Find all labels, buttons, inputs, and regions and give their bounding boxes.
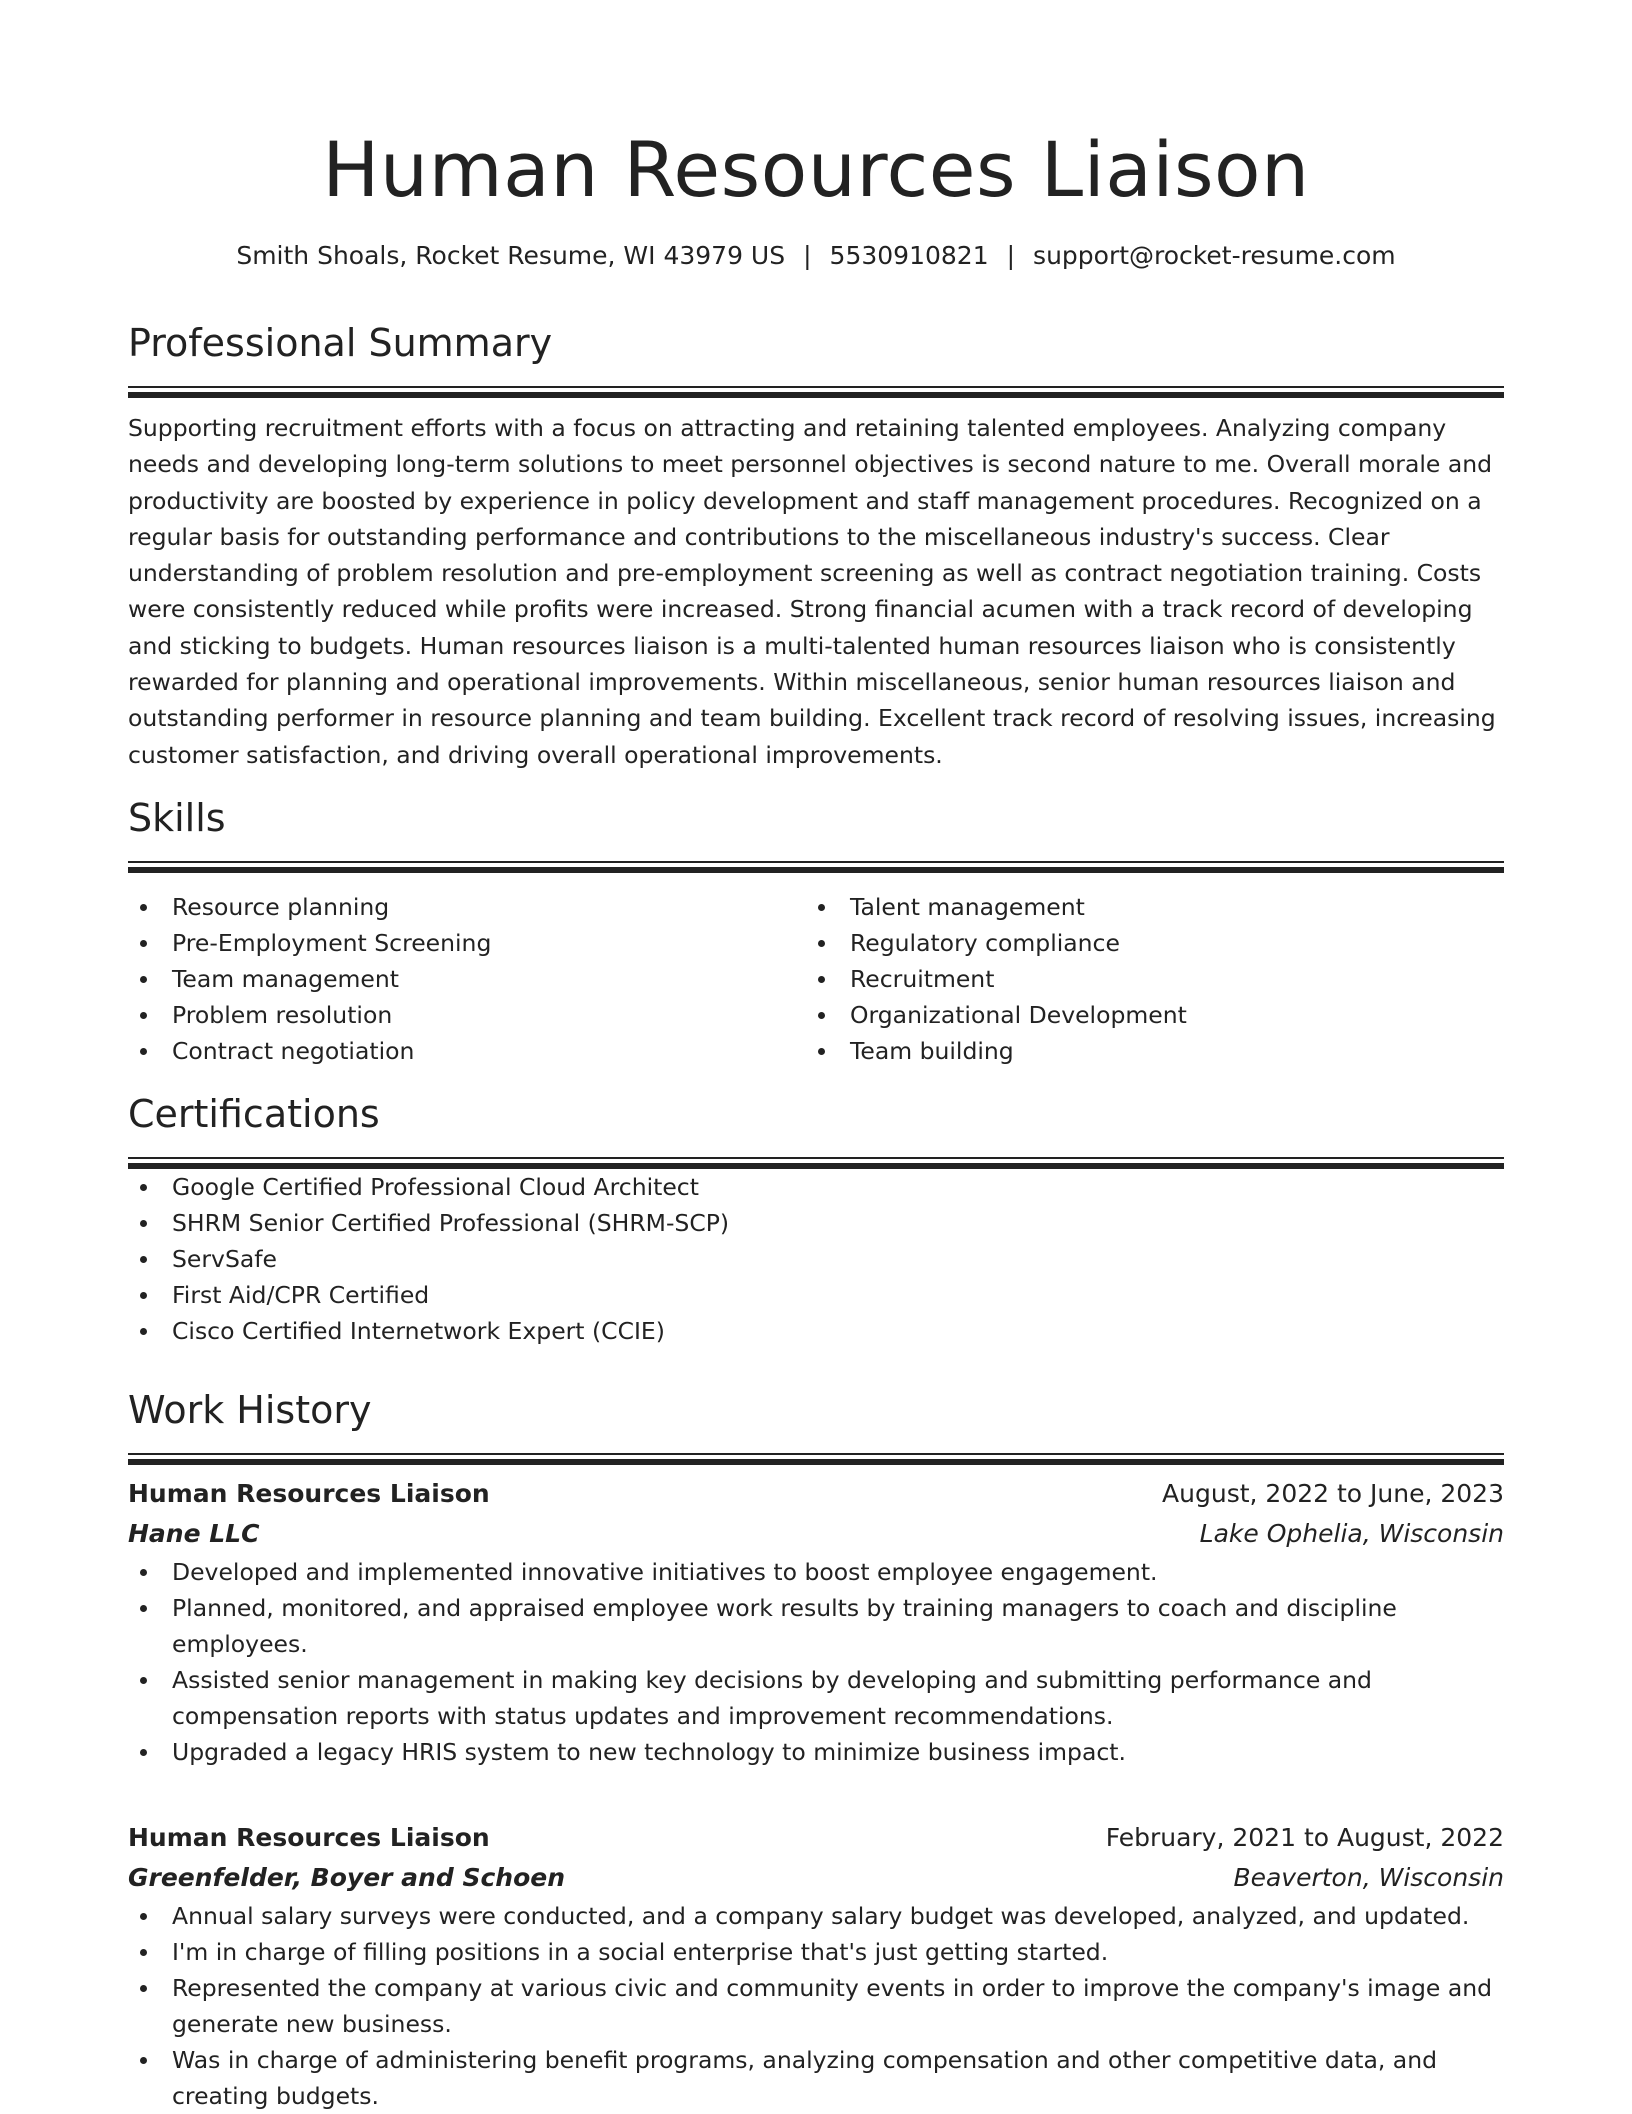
job-bullet: Assisted senior management in making key decisions by developing and submitting performance and compensation reports with status updates and improvement recommendations. bbox=[128, 1662, 1504, 1734]
section-divider bbox=[128, 1453, 1504, 1465]
contact-email: support@rocket-resume.com bbox=[1033, 241, 1396, 270]
summary-section bbox=[128, 318, 1504, 773]
contact-address: Smith Shoals, Rocket Resume, WI 43979 US bbox=[236, 241, 786, 270]
certification-item: Google Certified Professional Cloud Architect bbox=[128, 1169, 1504, 1205]
skill-item: Talent management bbox=[806, 889, 1484, 925]
contact-separator: | bbox=[1006, 241, 1016, 270]
summary-text: Supporting recruitment efforts with a focus on attracting and retaining talented employees. Analyzing company needs and developing long-term solutions to meet personnel objectives is second nature to me. Overall morale and productivity are boosted by experience in policy development and staff management procedures. Recognized on a regular basis for outstanding performance and contributions to the miscellaneous industry's success. Clear understanding of problem resolution and pre-employment screening as well as contract negotiation training. Costs were consistently reduced while profits were increased. Strong financial acumen with a track record of developing and sticking to budgets. Human resources liaison is a multi-talented human resources liaison who is consistently rewarded for planning and operational improvements. Within miscellaneous, senior human resources liaison and outstanding performer in resource planning and team building. Excellent track record of resolving issues, increasing customer satisfaction, and driving overall operational improvements. bbox=[128, 414, 1496, 769]
skill-item: Organizational Development bbox=[806, 997, 1484, 1033]
skills-list-right bbox=[806, 889, 1484, 1069]
contact-line bbox=[128, 236, 1504, 276]
resume-name: Human Resources Liaison bbox=[322, 125, 1310, 214]
job-company-row bbox=[128, 1514, 1504, 1554]
job-entry bbox=[128, 1474, 1504, 1770]
work-history-section bbox=[128, 1385, 1504, 1465]
certification-item: SHRM Senior Certified Professional (SHRM-SCP) bbox=[128, 1205, 1504, 1241]
job-bullet: Annual salary surveys were conducted, and a company salary budget was developed, analyzed, and updated. bbox=[128, 1898, 1504, 1934]
work-history-heading: Work History bbox=[128, 1388, 372, 1432]
section-divider bbox=[128, 861, 1504, 873]
job-title: Human Resources Liaison bbox=[128, 1479, 490, 1508]
skill-item: Contract negotiation bbox=[128, 1033, 806, 1069]
summary-heading: Professional Summary bbox=[128, 321, 553, 365]
job-company: Hane LLC bbox=[128, 1519, 260, 1548]
certification-item: First Aid/CPR Certified bbox=[128, 1277, 1504, 1313]
skill-item: Problem resolution bbox=[128, 997, 806, 1033]
skills-list-left bbox=[128, 889, 806, 1069]
certifications-heading: Certifications bbox=[128, 1092, 380, 1136]
job-bullet: Represented the company at various civic and community events in order to improve the company's image and generate new business. bbox=[128, 1970, 1504, 2042]
job-company: Greenfelder, Boyer and Schoen bbox=[128, 1863, 565, 1892]
job-bullet-list bbox=[128, 1554, 1504, 1770]
job-bullet: Was in charge of administering benefit programs, analyzing compensation and other competitive data, and creating budgets. bbox=[128, 2042, 1504, 2114]
section-divider bbox=[128, 386, 1504, 398]
job-location: Lake Ophelia, Wisconsin bbox=[1199, 1519, 1504, 1548]
skills-heading: Skills bbox=[128, 796, 226, 840]
skills-column-left bbox=[128, 889, 806, 1069]
certifications-list bbox=[128, 1169, 1504, 1349]
job-bullet: Developed and implemented innovative initiatives to boost employee engagement. bbox=[128, 1554, 1504, 1590]
contact-separator: | bbox=[803, 241, 812, 270]
job-dates: February, 2021 to August, 2022 bbox=[1105, 1823, 1504, 1852]
skill-item: Resource planning bbox=[128, 889, 806, 925]
skill-item: Team building bbox=[806, 1033, 1484, 1069]
skills-grid bbox=[128, 889, 1504, 1069]
job-bullet: Planned, monitored, and appraised employee work results by training managers to coach and discipline employees. bbox=[128, 1590, 1504, 1662]
certification-item: Cisco Certified Internetwork Expert (CCIE) bbox=[128, 1313, 1504, 1349]
job-bullet: I'm in charge of filling positions in a social enterprise that's just getting started. bbox=[128, 1934, 1504, 1970]
skills-column-right bbox=[806, 889, 1484, 1069]
job-title-row bbox=[128, 1474, 1504, 1514]
section-divider bbox=[128, 1157, 1504, 1169]
skill-item: Regulatory compliance bbox=[806, 925, 1484, 961]
job-title: Human Resources Liaison bbox=[128, 1823, 490, 1852]
certification-item: ServSafe bbox=[128, 1241, 1504, 1277]
skill-item: Team management bbox=[128, 961, 806, 997]
job-bullet-list bbox=[128, 1898, 1504, 2114]
skill-item: Recruitment bbox=[806, 961, 1484, 997]
skill-item: Pre-Employment Screening bbox=[128, 925, 806, 961]
job-entry bbox=[128, 1818, 1504, 2114]
skills-section bbox=[128, 793, 1504, 1069]
job-company-row bbox=[128, 1858, 1504, 1898]
job-bullet: Upgraded a legacy HRIS system to new technology to minimize business impact. bbox=[128, 1734, 1504, 1770]
contact-phone: 5530910821 bbox=[829, 241, 989, 270]
certifications-section bbox=[128, 1089, 1504, 1349]
job-location: Beaverton, Wisconsin bbox=[1233, 1863, 1504, 1892]
job-title-row bbox=[128, 1818, 1504, 1858]
job-dates: August, 2022 to June, 2023 bbox=[1162, 1479, 1504, 1508]
